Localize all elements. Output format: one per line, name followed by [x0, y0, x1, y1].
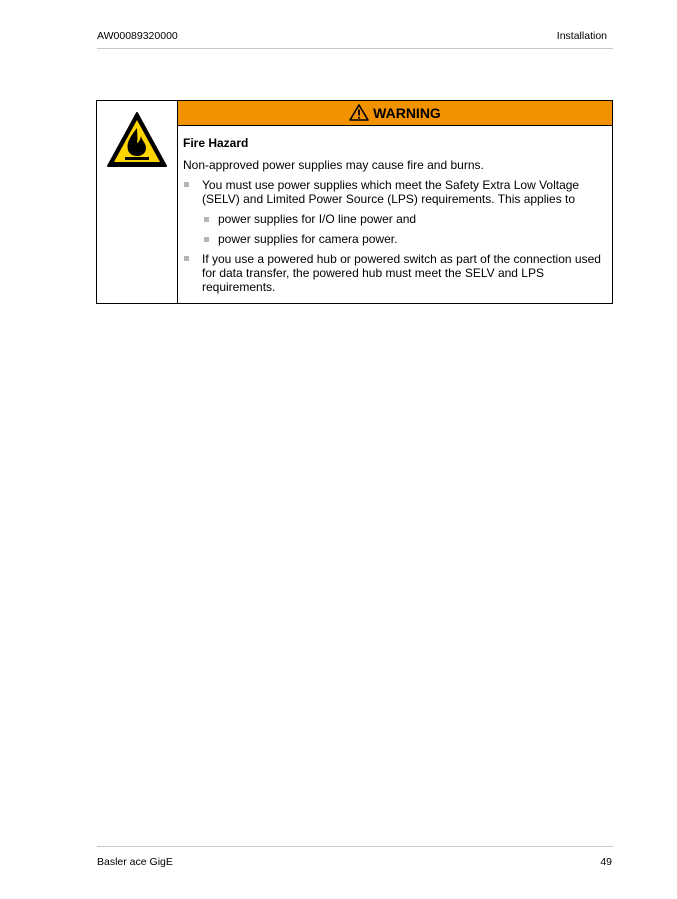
list-item — [183, 252, 612, 294]
list-item-text: power supplies for camera power. — [218, 232, 398, 246]
warning-body — [178, 126, 612, 294]
list-item — [183, 178, 612, 206]
hazard-title: Fire Hazard — [183, 136, 249, 150]
document-id: AW00089320000 — [97, 30, 178, 42]
bullet-icon — [204, 217, 209, 222]
warning-label: WARNING — [373, 105, 441, 121]
warning-triangle-icon — [349, 104, 369, 121]
bullet-icon — [204, 237, 209, 242]
product-name: Basler ace GigE — [97, 856, 173, 868]
warning-banner — [178, 101, 612, 126]
warning-box — [96, 100, 613, 304]
sub-list-item — [183, 232, 612, 246]
list-item-text: You must use power supplies which meet the Safety Extra Low Voltage (SELV) and Limited Power Source (LPS) requirements. This applies to — [202, 178, 580, 206]
bullet-icon — [184, 256, 189, 261]
flammable-hazard-icon — [106, 111, 168, 169]
warning-content — [178, 101, 612, 303]
section-title: Installation — [556, 30, 607, 42]
hazard-intro: Non-approved power supplies may cause fire and burns. — [183, 158, 484, 172]
page-header — [97, 28, 613, 49]
list-item-text: If you use a powered hub or powered switch as part of the connection used for data transfer, the powered hub must meet the SELV and LPS requirements. — [202, 252, 601, 294]
sub-list-item — [183, 212, 612, 226]
bullet-icon — [184, 182, 189, 187]
page-footer — [97, 846, 613, 867]
list-item-text: power supplies for I/O line power and — [218, 212, 417, 226]
warning-icon-cell — [97, 101, 178, 303]
page-number: 49 — [600, 856, 612, 868]
